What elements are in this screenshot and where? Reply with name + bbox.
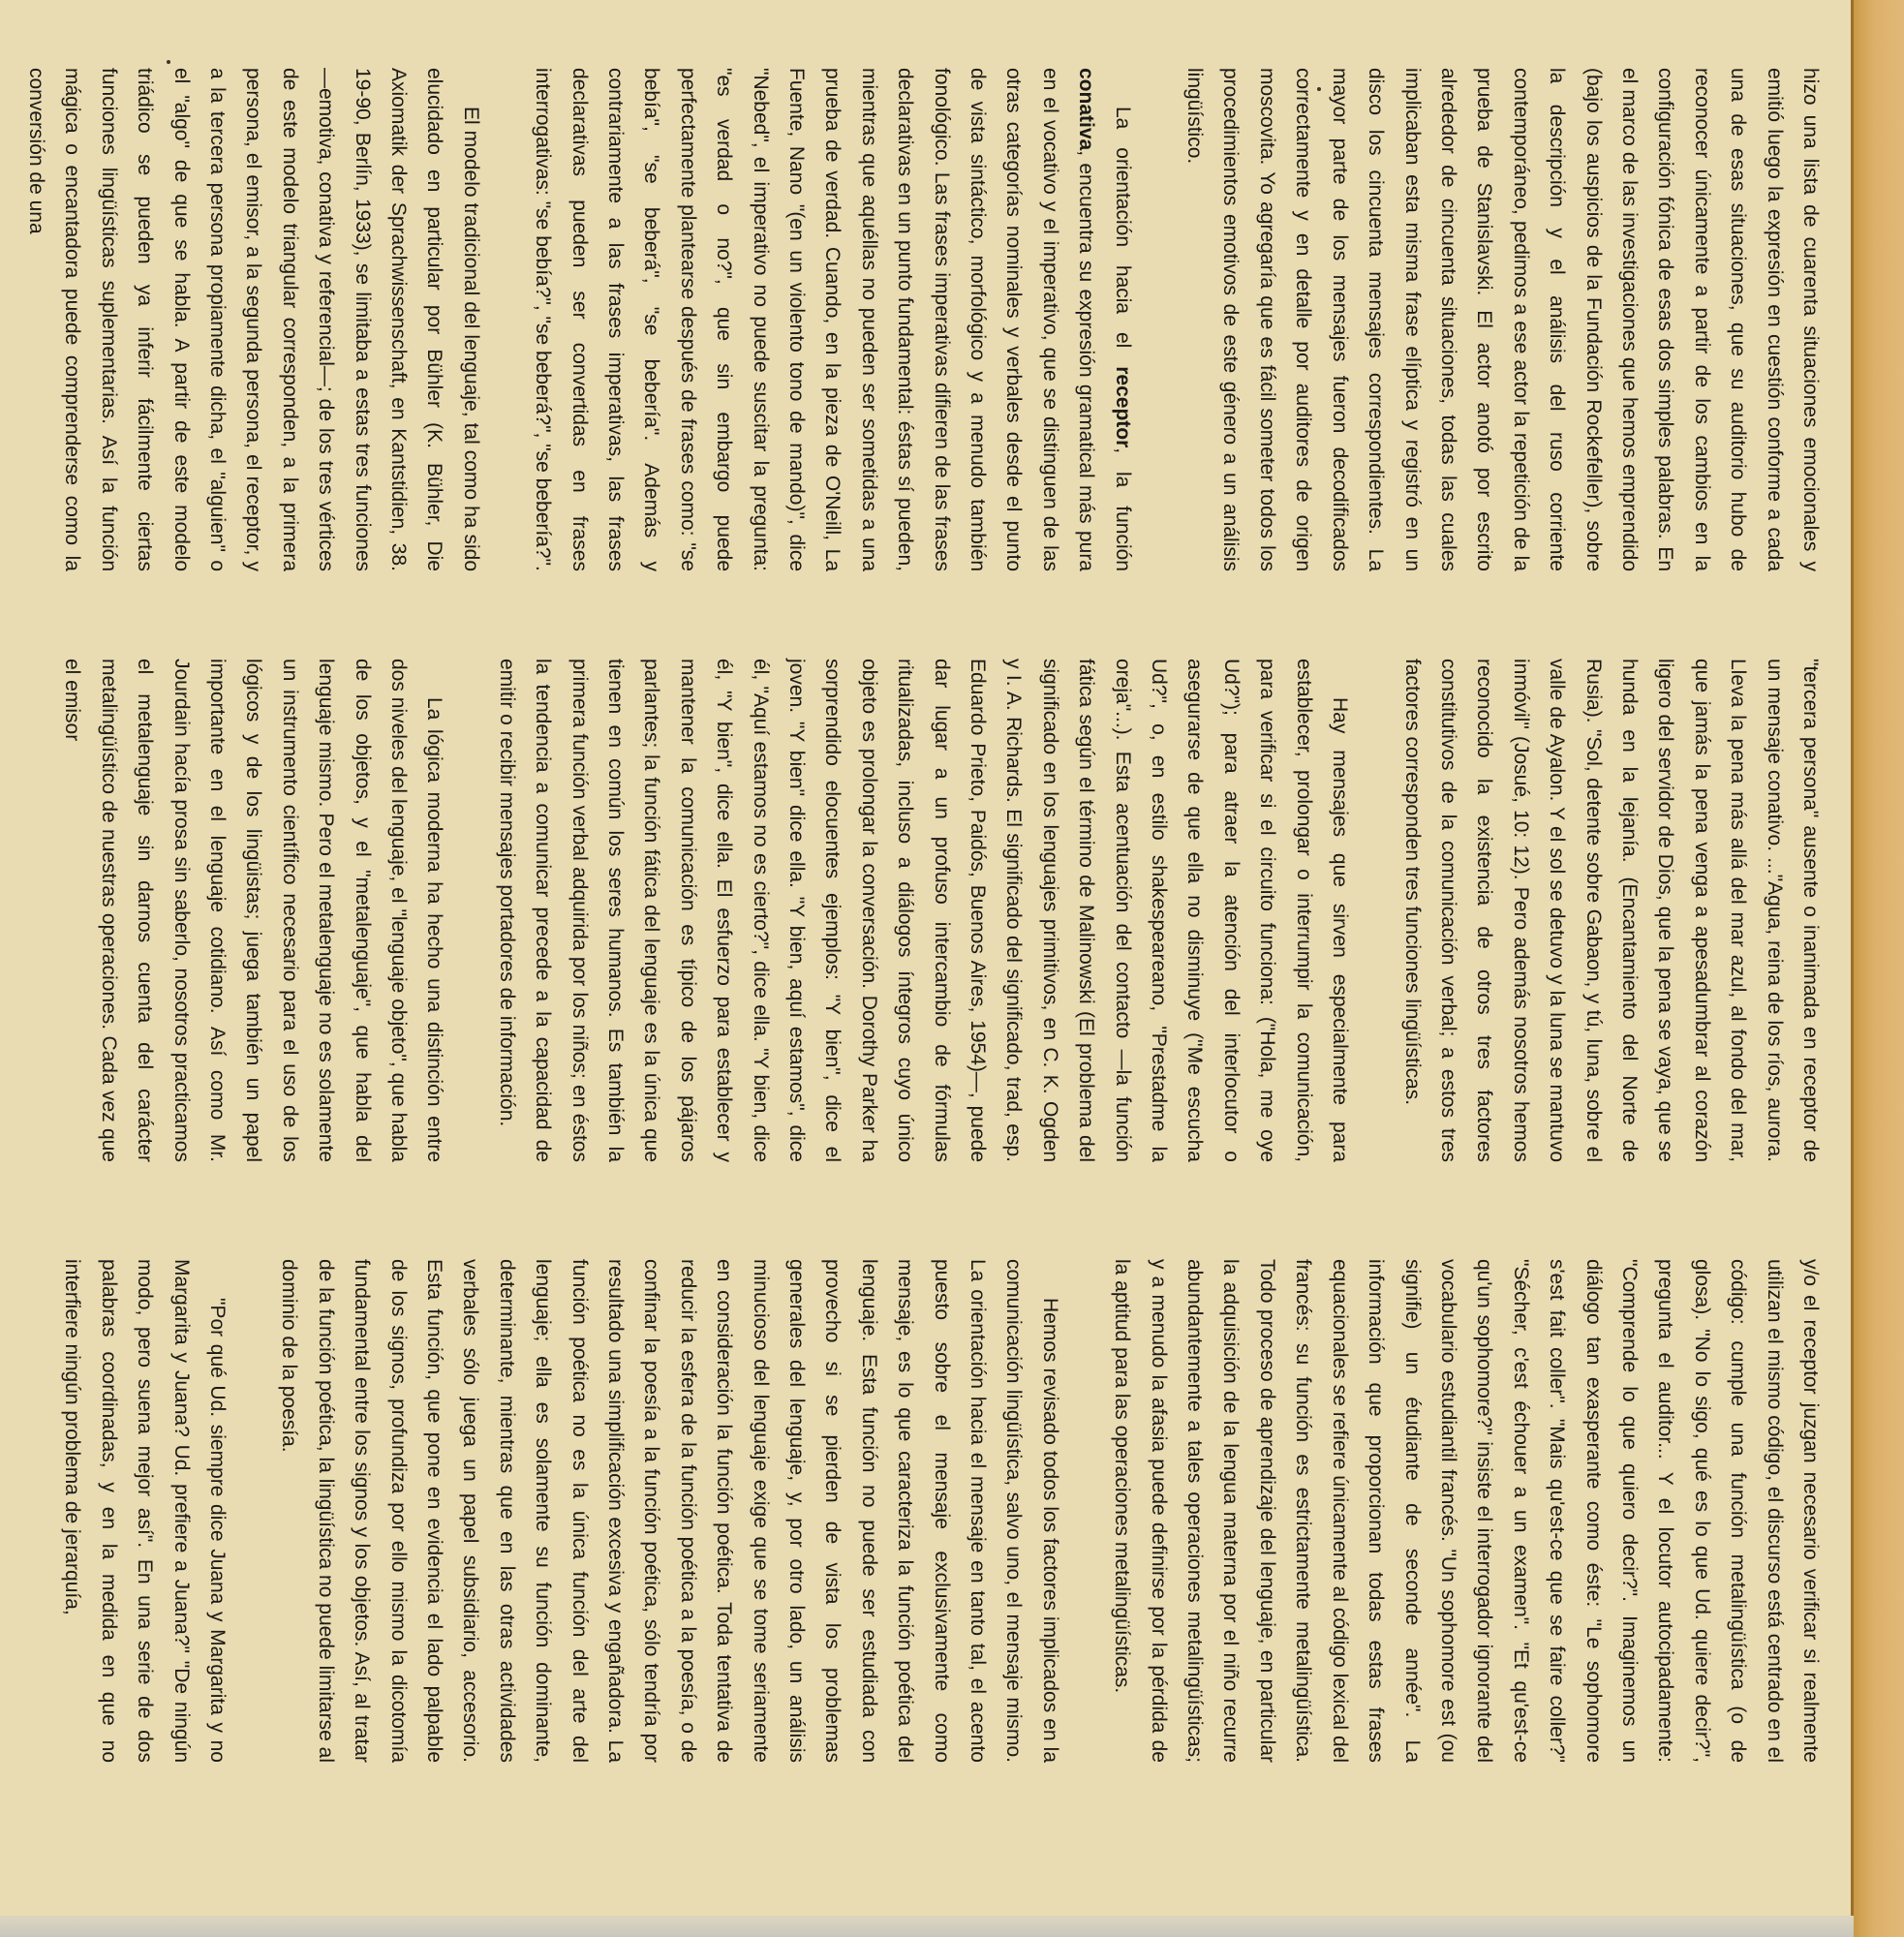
paragraph: hizo una lista de cuarenta situaciones emocionales y emitió luego la expresión en cuestión conforme a cada una de esas situaciones, que su auditorio hubo de reconocer únicamente a partir de los cambios en la configuración fónica de esas dos simples palabras. En el marco de las investigaciones que hemos emprendido (bajo los auspicios de la Fundación Rockefeller), sobre la descripción y el análisis del ruso corriente contemporáneo, pedimos a ese actor la repetición de la prueba de Stanislavski. El actor anotó por escrito alrededor de cincuenta situaciones, todas las cuales implicaban esta misma frase elíptica y registró en un disco los cincuenta mensajes correspondientes. La mayor parte de los mensajes fueron decodificados correctamente y en detalle por auditores de origen moscovita. Yo agregaría que es fácil someter todos los procedimientos emotivos de este género a un análisis lingüístico.	[1183, 68, 1822, 571]
paragraph: El modelo tradicional del lenguaje, tal como ha sido elucidado en particular por Bühler (K. Bühler, Die Axiomatik der Sprachwissenschaft, en Kantstidien, 38. 19-90, Berlín, 1933), se limitaba a estas tres funciones —emotiva, conativa y referencial—; de los tres vértices de este modelo triangular corresponden, a la primera persona, el emisor, a la segunda persona, el receptor, y a la tercera persona propiamente dicha, el "alguien" o el "algo" de que se habla. A partir de este modelo triádico se pueden ya inferir fácilmente ciertas funciones lingüísticas suplementarias. Así la función mágica o encantadora puede comprenderse como la conversión de una	[24, 68, 482, 571]
keyword-receptor: receptor	[1111, 366, 1134, 448]
paragraph: La lógica moderna ha hecho una distinción entre dos niveles del lenguaje, el "lenguaje objeto", que habla de los objetos, y el "metalenguaje", que habla del lenguaje mismo. Pero el metalenguaje no es solamente un instrumento científico necesario para el uso de los lógicos y de los lingüistas; juega también un papel importante en el lenguaje cotidiano. Así como Mr. Jourdain hacía prosa sin saberlo, nosotros practicamos el metalenguaje sin darnos cuenta del carácter metalingüístico de nuestras operaciones. Cada vez que el emisor	[61, 659, 446, 1162]
speck	[167, 60, 170, 64]
scan-bottom-edge	[0, 1916, 1854, 1937]
paragraph: "Por qué Ud. siempre dice Juana y Margarita y no Margarita y Juana? Ud. prefiere a Juana?" "De ningún modo, pero suena mejor así". En una serie de dos palabras coordinadas, y en la medida en que no interfiere ningún problema de jerarquía,	[61, 1259, 229, 1763]
paragraph-rest: , encuentra su expresión gramatical más pura en el vocativo y el imperativo, que se distinguen de las otras categorías nominales y verbales desde el punto de vista sintáctico, morfológico y a menudo también fonológico. Las frases imperativas difieren de las frases declarativas en un punto fundamental: éstas sí pueden, mientras que aquéllas no pueden ser sometidas a una prueba de verdad. Cuando, en la pieza de O'Neill, La Fuente, Nano "(en un violento tono de mando)", dice "Nebed", el imperativo no puede suscitar la pregunta: "es verdad o no?", que sin embargo puede perfectamente plantearse después de frases como: "se bebía", "se beberá", "se bebería". Además y contrariamente a las frases imperativas, las frases declarativas pueden ser convertidas en frases interrogativas: "se bebía?", "se beberá?", "se bebería?".	[532, 68, 1098, 571]
keyword-conativa: conativa	[1075, 68, 1098, 151]
paragraph-mid: , la función	[1111, 447, 1134, 571]
rotated-text-block	[24, 68, 1828, 1763]
text-column-3	[61, 1259, 1828, 1763]
paragraph	[525, 68, 1141, 571]
paragraph-lead: La orientación hacia el	[1111, 107, 1134, 367]
paragraph: Hay mensajes que sirven especialmente para establecer, prolongar o interrumpir la comunicación, para verificar si el circuito funciona: ("Hola, me oye Ud?"); para atraer la atención del interlocutor o asegurarse de que ella no disminuye ("Me escucha Ud?", o, en estilo shakespeareano, "Prestadme la oreja"...). Esta acentuación del contacto —la función fática según el término de Malinowski (El problema del significado en los lenguajes primitivos, en C. K. Ogden y I. A. Richards. El significado del significado, trad, esp. Eduardo Prieto, Paidós, Buenos Aires, 1954)—, puede dar lugar a un profuso intercambio de fórmulas ritualizadas, incluso a diálogos íntegros cuyo único objeto es prolongar la conversación. Dorothy Parker ha sorprendido elocuentes ejemplos: "Y bien", dice el joven. "Y bien" dice ella. "Y bien, aquí estamos", dice él, "Aquí estamos no es cierto?", dice ella. "Y bien, dice él, "Y bien", dice ella. El esfuerzo para establecer y mantener la comunicación es típico de los pájaros parlantes; la función fática del lenguaje es la única que tienen en común los seres humanos. Es también la primera función verbal adquirida por los niños; en éstos la tendencia a comunicar precede a la capacidad de emitir o recibir mensajes portadores de información.	[495, 659, 1352, 1162]
text-column-1	[24, 68, 1828, 571]
text-column-2	[61, 659, 1828, 1162]
paragraph: Hemos revisado todos los factores implicados en la comunicación lingüística, salvo uno, el mensaje mismo. La orientación hacia el mensaje en tanto tal, el acento puesto sobre el mensaje exclusivamente como mensaje, es lo que caracteriza la función poética del lenguaje. Esta función no puede ser estudiada con provecho si se pierden de vista los problemas generales del lenguaje, y, por otro lado, un análisis minucioso del lenguaje exige que se tome seriamente en consideración la función poética. Toda tentativa de reducir la esfera de la función poética a la poesía, o de confinar la poesía a la función poética, sólo tendría por resultado una simplificación excesiva y engañadora. La función poética no es la única función del arte del lenguaje; ella es solamente su función dominante, determinante, mientras que en las otras actividades verbales sólo juega un papel subsidiario, accesorio. Esta función, que pone en evidencia el lado palpable de los signos, profundiza por ello mismo la dicotomía fundamental entre los signos y los objetos. Así, al tratar de la función poética, la lingüística no puede limitarse al dominio de la poesía.	[278, 1259, 1061, 1763]
paragraph: "tercera persona" ausente o inanimada en receptor de un mensaje conativo. ..."Agua, reina de los ríos, aurora. Lleva la pena más allá del mar azul, al fondo del mar, que jamás la pena venga a apesadumbrar al corazón ligero del servidor de Dios, que la pena se vaya, que se hunda en la lejanía. (Encantamiento del Norte de Rusia). "Sol, detente sobre Gabaon, y tú, luna, sobre el valle de Ayalon. Y el sol se detuvo y la luna se mantuvo inmóvil" (Josué, 10: 12). Pero además nosotros hemos reconocido la existencia de otros tres factores constitutivos de la comunicación verbal; a estos tres factores corresponden tres funciones lingüísticas.	[1400, 659, 1822, 1162]
paragraph: y/o el receptor juzgan necesario verificar si realmente utilizan el mismo código, el discurso está centrado en el código: cumple una función metalingüística (o de glosa). "No lo sigo, qué es lo que Ud. quiere decir?", pregunta el auditor... Y el locutor autocipadamente: "Comprende lo que quiero decir?". Imaginemos un diálogo tan exasperante como éste: "Le sophomore s'est fait coller". "Mais qu'est-ce que se faire coller?" "Sécher, c'est échouer a un examen". "Et qu'est-ce qu'un sophomore?" insiste el interrogador ignorante del vocabulario estudiantil francés. "Un sophomore est (ou signifie) un étudiante de seconde année". La información que proporcionan todas estas frases equacionales se refiere únicamente al código lexical del francés: su función es estrictamente metalingüística. Todo proceso de aprendizaje del lenguaje, en particular la adquisición de la lengua materna por el niño recurre abundantemente a tales operaciones metalingüísticas; y a menudo la afasia puede definirse por la pérdida de la aptitud para las operaciones metalingüísticas.	[1111, 1259, 1822, 1763]
page-edge	[1851, 0, 1904, 1937]
